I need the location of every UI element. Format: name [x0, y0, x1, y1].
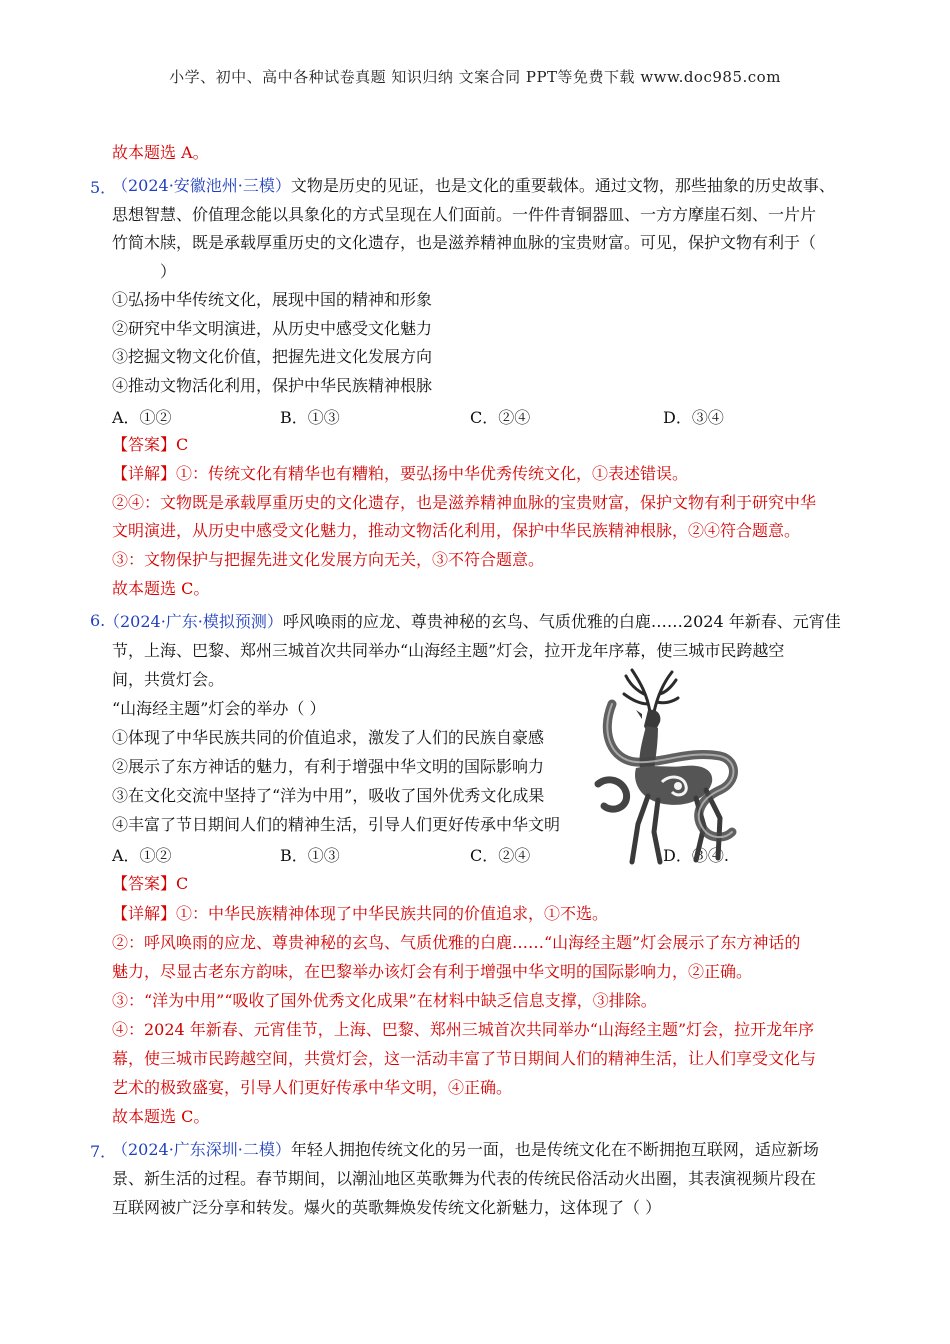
q5-stem-line-3: 竹简木牍，既是承载厚重历史的文化遗存，也是滋养精神血脉的宝贵财富。可见，保护文物有利于（ [112, 233, 817, 252]
q6-item-4: ④丰富了节日期间人们的精神生活，引导人们更好传承中华文明 [112, 815, 561, 834]
q6-number: 6. [90, 611, 106, 630]
q7-stem-line-1: （2024·广东深圳·二模）年轻人拥抱传统文化的另一面，也是传统文化在不断拥抱互联网，适应新场 [112, 1140, 819, 1159]
q7-stem-line-2: 景、新生活的过程。春节期间，以潮汕地区英歌舞为代表的传统民俗活动火出圈，其表演视频片段在 [112, 1169, 817, 1188]
page-header: 小学、初中、高中各种试卷真题 知识归纳 文案合同 PPT等免费下载 www.doc985.com [169, 68, 781, 86]
q5-number: 5． [90, 178, 117, 197]
q7-source: （2024·广东深圳·二模） [112, 1140, 291, 1159]
q6-item-2: ②展示了东方神话的魅力，有利于增强中华文明的国际影响力 [112, 757, 545, 776]
q4-conclusion: 故本题选 A。 [112, 143, 209, 162]
q5-item-1: ①弘扬中华传统文化，展现中国的精神和形象 [112, 290, 433, 309]
q6-answer: 【答案】C [112, 874, 189, 893]
q5-option-b: B．①③ [280, 408, 340, 427]
q6-explain-6: 幕，使三城市民跨越空间，共赏灯会，这一活动丰富了节日期间人们的精神生活，让人们享受文化与 [112, 1049, 817, 1068]
q5-option-d: D．③④ [663, 408, 724, 427]
q6-item-1: ①体现了中华民族共同的价值追求，激发了人们的民族自豪感 [112, 728, 545, 747]
q6-explain-1: 【详解】①：中华民族精神体现了中华民族共同的价值追求，①不选。 [112, 904, 609, 923]
q6-explain-5: ④：2024 年新春、元宵佳节，上海、巴黎、郑州三城首次共同举办“山海经主题”灯会，拉开龙年序 [112, 1020, 815, 1039]
q5-item-2: ②研究中华文明演进，从历史中感受文化魅力 [112, 319, 433, 338]
q5-option-c: C．②④ [470, 408, 531, 427]
q7-stem-line-3: 互联网被广泛分享和转发。爆火的英歌舞焕发传统文化新魅力，这体现了（ ） [112, 1198, 662, 1217]
q6-item-3: ③在文化交流中坚持了“洋为中用”，吸收了国外优秀文化成果 [112, 786, 545, 805]
q7-number: 7． [90, 1142, 117, 1161]
q5-stem-line-4: ） [160, 262, 177, 281]
q6-explain-7: 艺术的极致盛宴，引导人们更好传承中华文明，④正确。 [112, 1078, 513, 1097]
q5-explain-2: ②④：文物既是承载厚重历史的文化遗存，也是滋养精神血脉的宝贵财富，保护文物有利于研究中华 [112, 493, 817, 512]
q6-stem-line-2: 节，上海、巴黎、郑州三城首次共同举办“山海经主题”灯会，拉开龙年序幕，使三城市民跨越空 [112, 641, 785, 660]
q5-explain-1: 【详解】①：传统文化有精华也有糟粕，要弘扬中华优秀传统文化，①表述错误。 [112, 464, 689, 483]
q6-explain-2: ②：呼风唤雨的应龙、尊贵神秘的玄鸟、气质优雅的白鹿……“山海经主题”灯会展示了东方神话的 [112, 933, 801, 952]
q5-stem-line-2: 思想智慧、价值理念能以具象化的方式呈现在人们面前。一件件青铜器皿、一方方摩崖石刻、一片片 [112, 205, 817, 224]
q6-explain-3: 魅力，尽显古老东方韵味，在巴黎举办该灯会有利于增强中华文明的国际影响力，②正确。 [112, 962, 753, 981]
q5-stem-line-1: （2024·安徽池州·三模）文物是历史的见证，也是文化的重要载体。通过文物，那些抽象的历史故事、 [112, 176, 835, 195]
q5-item-4: ④推动文物活化利用，保护中华民族精神根脉 [112, 376, 433, 395]
q6-stem-line-1: （2024·广东·模拟预测）呼风唤雨的应龙、尊贵神秘的玄鸟、气质优雅的白鹿……2024 年新春、元宵佳 [104, 612, 841, 631]
q6-stem-line-3: 间，共赏灯会。 [112, 670, 225, 689]
q6-source: （2024·广东·模拟预测） [104, 612, 283, 631]
q5-item-3: ③挖掘文物文化价值，把握先进文化发展方向 [112, 347, 433, 366]
q5-explain-3: 文明演进，从历史中感受文化魅力，推动文物活化利用，保护中华民族精神根脉，②④符合题意。 [112, 521, 801, 540]
q5-option-a: A．①② [112, 408, 172, 427]
q6-stem-line-4: “山海经主题”灯会的举办（ ） [112, 699, 326, 718]
q6-option-a: A．①② [112, 846, 172, 865]
q5-source: （2024·安徽池州·三模） [112, 176, 291, 195]
q6-option-c: C．②④ [470, 846, 531, 865]
q6-option-d: D．③④. [663, 846, 729, 865]
q5-explain-4: ③：文物保护与把握先进文化发展方向无关，③不符合题意。 [112, 550, 545, 569]
q6-conclusion: 故本题选 C。 [112, 1107, 210, 1126]
q6-option-b: B．①③ [280, 846, 340, 865]
white-deer-lantern-illustration [592, 664, 742, 869]
q5-conclusion: 故本题选 C。 [112, 579, 210, 598]
q6-explain-4: ③：“洋为中用”“吸收了国外优秀文化成果”在材料中缺乏信息支撑，③排除。 [112, 991, 657, 1010]
q5-answer: 【答案】C [112, 435, 189, 454]
